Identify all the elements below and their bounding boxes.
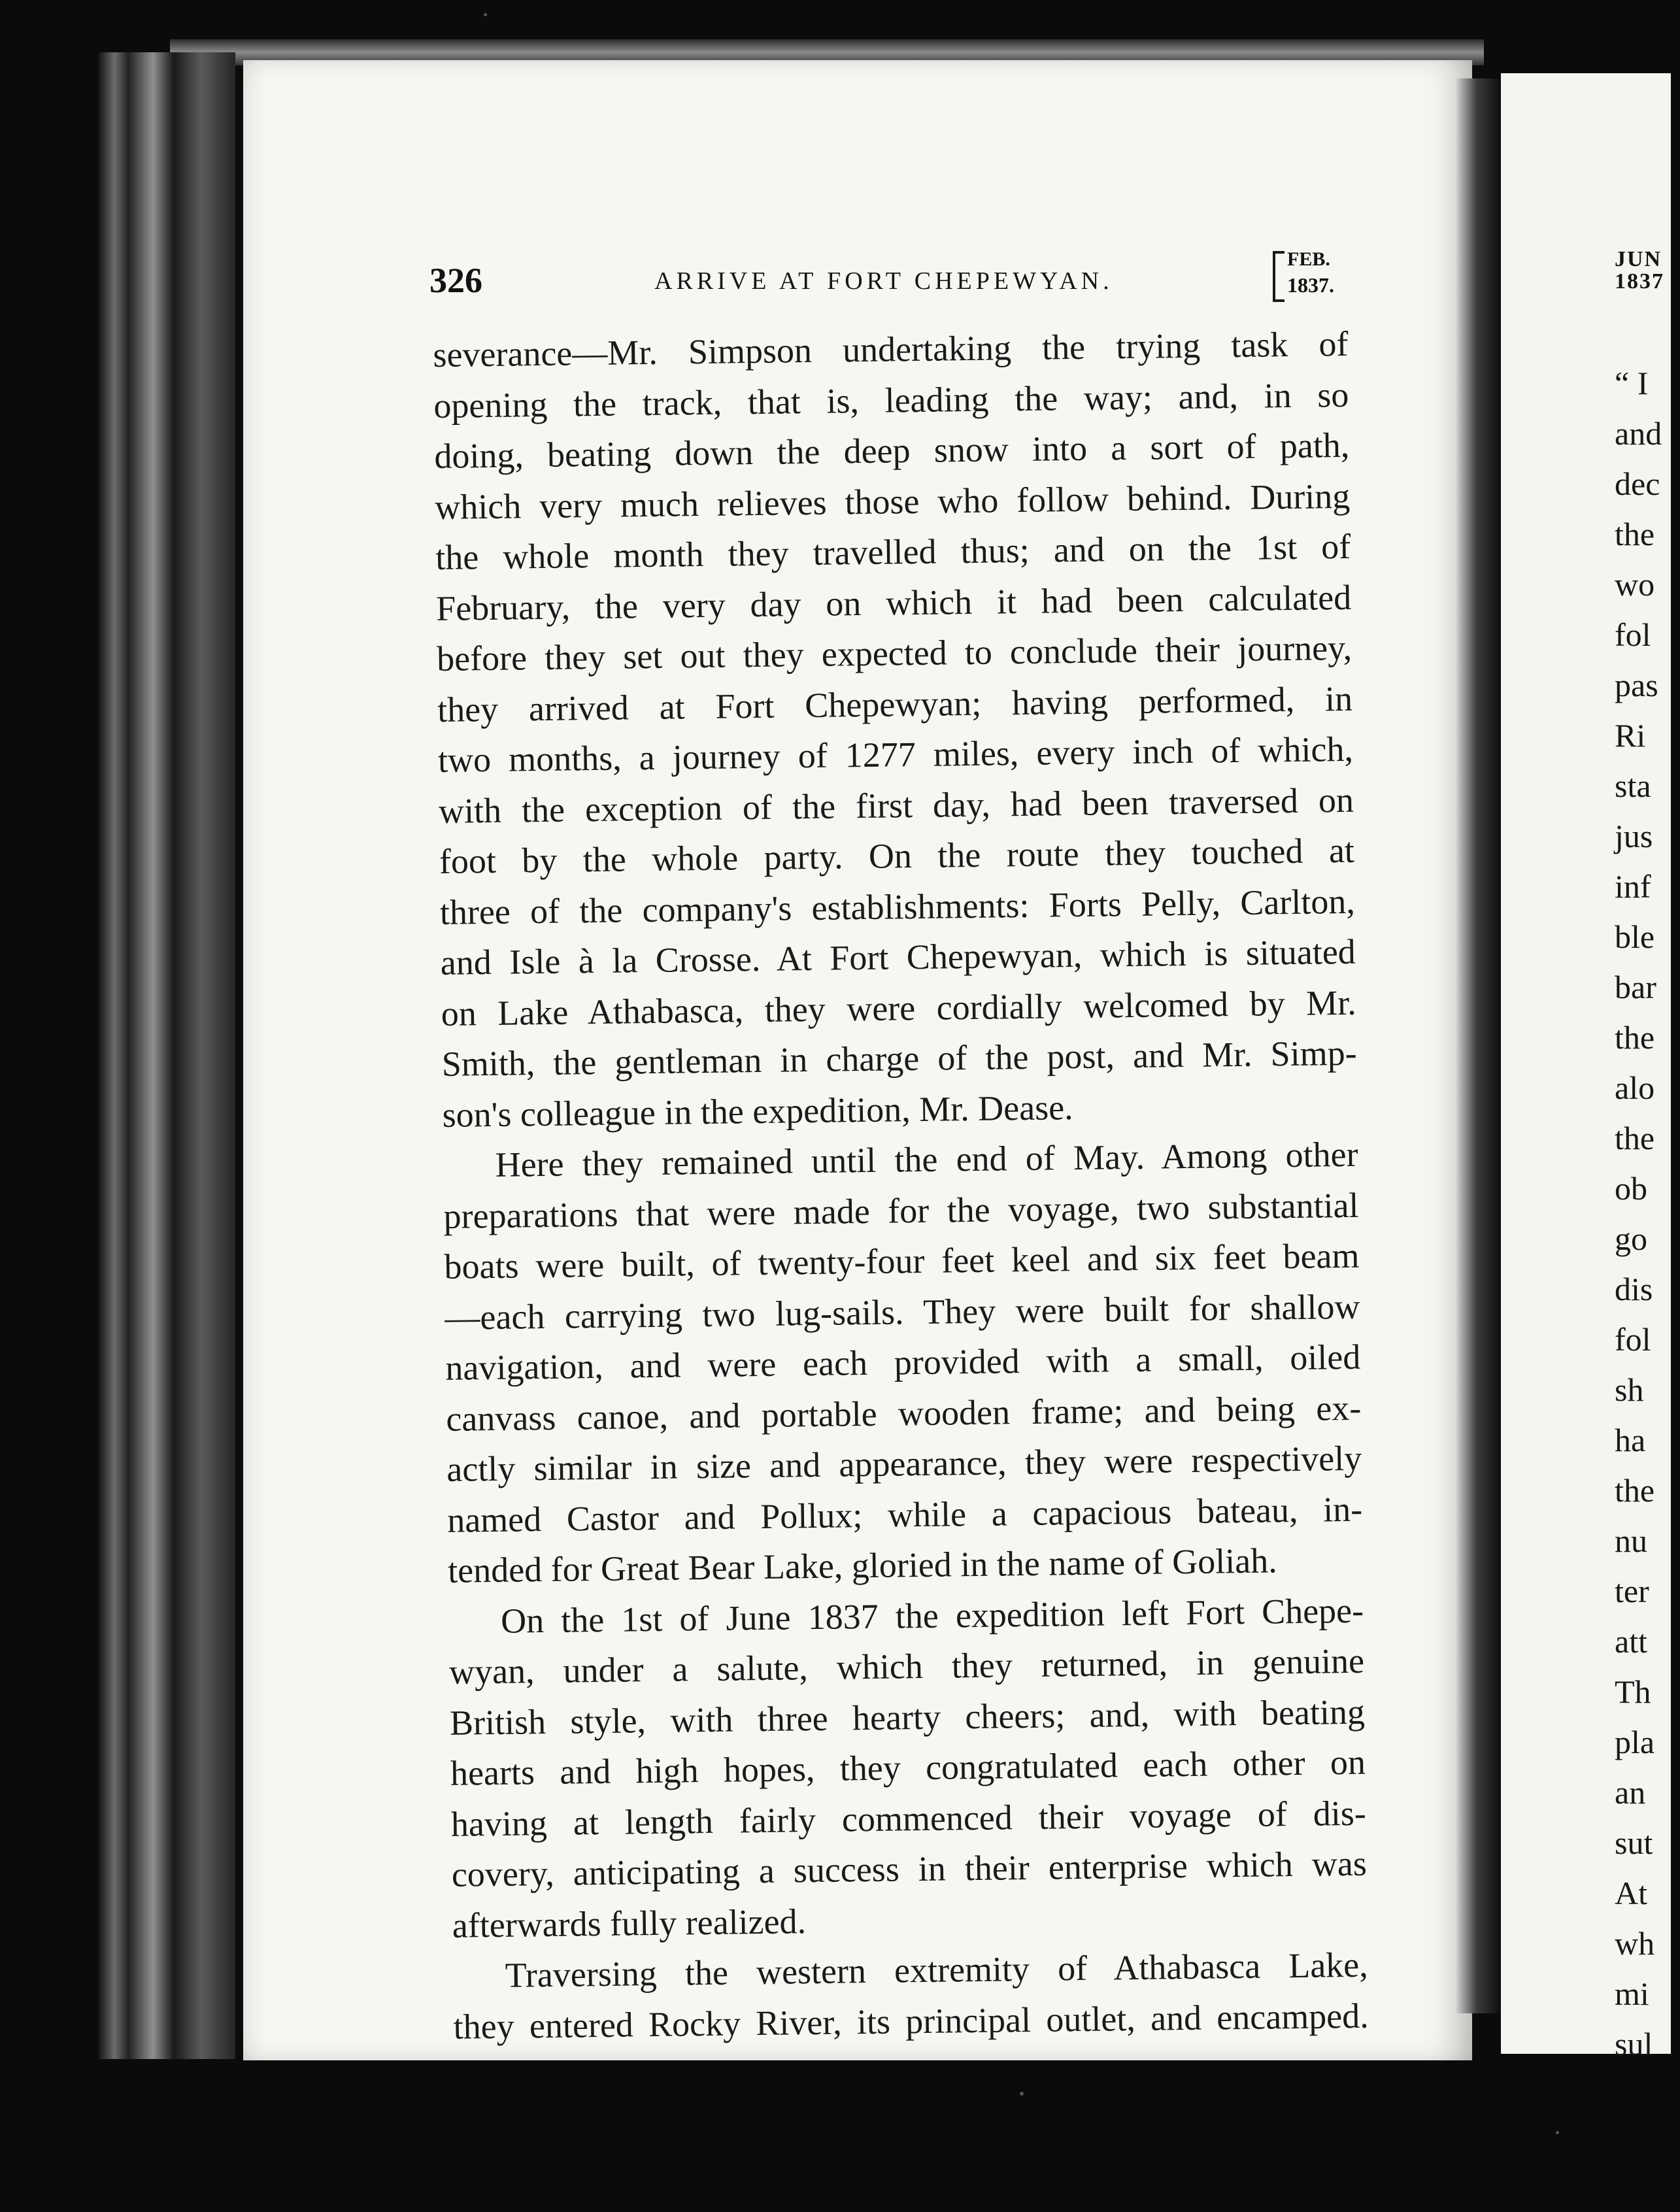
next-page-fragment: and [1615, 415, 1662, 452]
text-line: opening the track, that is, leading the way; and, in so [433, 375, 1349, 426]
paragraph-start-line: Traversing the western extremity of Athabasca Lake, [505, 1945, 1369, 1995]
next-page-fragment: pas [1615, 667, 1658, 703]
next-page-text [1615, 358, 1680, 2070]
text-line: actly similar in size and appearance, they were respectively [446, 1438, 1362, 1489]
text-line: severance—Mr. Simpson undertaking the trying task of [433, 324, 1349, 375]
text-line: covery, anticipating a success in their enterprise which was [451, 1843, 1368, 1894]
page-header [429, 248, 1345, 312]
next-page-fragment: Th [1615, 1673, 1651, 1710]
text-line: two months, a journey of 1277 miles, every inch of which, [437, 729, 1354, 780]
page-number: 326 [429, 261, 482, 300]
next-page-running-head [1615, 248, 1664, 293]
next-page-fragment: ble [1615, 918, 1655, 955]
text-line: February, the very day on which it had been calculated [435, 577, 1352, 628]
text-line: canvass canoe, and portable wooden frame; and being ex- [445, 1388, 1362, 1439]
book-gutter [1456, 78, 1502, 2013]
next-page-fragment: “ I [1615, 365, 1649, 401]
next-page-fragment: an [1615, 1774, 1646, 1811]
date-bracket [1273, 251, 1285, 302]
next-page-fragment: att [1615, 1623, 1647, 1660]
text-line: hearts and high hopes, they congratulated each other on [450, 1742, 1366, 1793]
next-page-fragment: fol [1615, 616, 1651, 653]
text-line: before they set out they expected to conclude their journey, [436, 628, 1352, 679]
next-page-fragment: fol [1615, 1321, 1651, 1358]
next-page-fragment: sh [1615, 1371, 1644, 1408]
text-line: tended for Great Bear Lake, gloried in the name of Goliah. [447, 1541, 1277, 1590]
next-page-fragment: dis [1615, 1271, 1653, 1307]
next-page-fragment: jus [1615, 818, 1653, 854]
next-page-fragment: ha [1615, 1422, 1646, 1458]
scan-speck [1020, 2092, 1024, 2096]
running-title: ARRIVE AT FORT CHEPEWYAN. [654, 267, 1113, 295]
next-page-fragment: pla [1615, 1724, 1655, 1760]
text-line: named Castor and Pollux; while a capacious bateau, in- [446, 1489, 1363, 1540]
text-line: —each carrying two lug-sails. They were built for shallow [445, 1286, 1360, 1337]
next-page-fragment: dec [1615, 465, 1660, 502]
body-text [433, 318, 1402, 2053]
next-page-fragment: wh [1615, 1925, 1655, 1962]
text-line: having at length fairly commenced their voyage of dis- [450, 1793, 1367, 1844]
text-line: they arrived at Fort Chepewyan; having performed, in [437, 679, 1353, 729]
next-page-fragment: the [1615, 516, 1655, 552]
text-line: which very much relieves those who follow behind. During [434, 476, 1351, 527]
text-line: afterwards fully realized. [452, 1901, 807, 1945]
next-page-fragment: ob [1615, 1170, 1647, 1207]
text-line: doing, beating down the deep snow into a sort of path, [433, 425, 1350, 476]
text-line: on Lake Athabasca, they were cordially welcomed by Mr. [441, 982, 1357, 1033]
text-line: son's colleague in the expedition, Mr. Dease. [442, 1087, 1073, 1135]
date-month: FEB. [1287, 248, 1330, 270]
next-page-fragment: the [1615, 1120, 1655, 1156]
text-line: British style, with three hearty cheers; and, with beating [449, 1692, 1366, 1743]
next-page-year: 1837 [1615, 269, 1664, 293]
next-page-fragment: sta [1615, 767, 1651, 804]
scan-speck [484, 13, 487, 16]
date-marginal [1273, 248, 1345, 307]
text-line: navigation, and were each provided with a small, oiled [445, 1337, 1361, 1388]
text-line: and Isle à la Crosse. At Fort Chepewyan, which is situated [440, 931, 1356, 982]
text-line: preparations that were made for the voyage, two substantial [443, 1185, 1359, 1236]
text-line: three of the company's establishments: Forts Pelly, Carlton, [439, 881, 1356, 932]
next-page-fragment: ter [1615, 1573, 1649, 1609]
next-page-fragment: go [1615, 1220, 1647, 1257]
text-line: with the exception of the first day, had been traversed on [438, 780, 1354, 831]
next-page-fragment: inf [1615, 868, 1651, 905]
text-line: wyan, under a salute, which they returned, in genuine [448, 1641, 1365, 1692]
next-page-fragment: alo [1615, 1069, 1655, 1106]
text-line: Smith, the gentleman in charge of the post, and Mr. Simp- [441, 1033, 1357, 1084]
text-line: they entered Rocky River, its principal outlet, and encamped. [453, 1996, 1369, 2047]
next-page-fragment: Ri [1615, 717, 1646, 754]
text-line: boats were built, of twenty-four feet keel and six feet beam [444, 1235, 1360, 1286]
next-page-month: JUN [1615, 247, 1662, 271]
next-page-fragment: bar [1615, 969, 1656, 1005]
text-line: foot by the whole party. On the route they touched at [439, 830, 1355, 881]
scan-speck [1556, 2131, 1559, 2134]
date-year: 1837. [1287, 273, 1334, 297]
next-page-fragment: nu [1615, 1522, 1647, 1559]
next-page-fragment: sul [1615, 2026, 1653, 2062]
paragraph-start-line: On the 1st of June 1837 the expedition left Fort Chepe- [500, 1590, 1364, 1641]
next-page-fragment: At [1615, 1875, 1647, 1911]
next-page-fragment: wo [1615, 566, 1655, 603]
next-page-fragment: the [1615, 1472, 1655, 1509]
next-page-fragment: sut [1615, 1824, 1653, 1861]
next-page-fragment: mi [1615, 1975, 1649, 2012]
next-page-fragment: the [1615, 1019, 1655, 1056]
text-line: the whole month they travelled thus; and on the 1st of [435, 526, 1351, 577]
book-left-edge [98, 52, 235, 2059]
paragraph-start-line: Here they remained until the end of May. Among other [495, 1134, 1358, 1184]
